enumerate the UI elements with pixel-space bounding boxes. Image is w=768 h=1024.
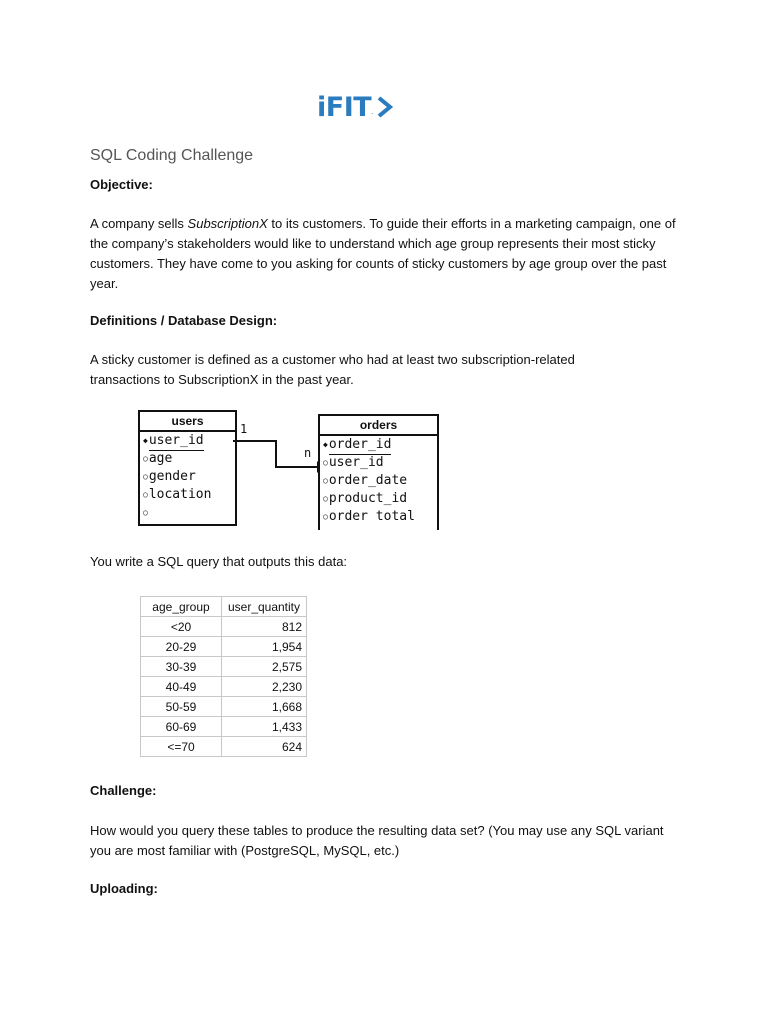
users-field-location: location bbox=[148, 487, 212, 502]
objective-text-start: A company sells bbox=[90, 216, 188, 231]
field-marker-icon: ○ bbox=[323, 512, 328, 521]
field-marker-icon: ○ bbox=[143, 472, 148, 481]
users-table-box bbox=[138, 410, 237, 526]
orders-table-box bbox=[318, 414, 439, 530]
result-table-header-row bbox=[141, 597, 307, 617]
orders-pk-field: order_id bbox=[329, 436, 392, 455]
definitions-heading: Definitions / Database Design: bbox=[90, 313, 278, 328]
objective-paragraph bbox=[90, 214, 680, 294]
definitions-paragraph: A sticky customer is defined as a customer who had at least two subscription-related transactions to SubscriptionX in the past year. bbox=[90, 352, 575, 387]
user-quantity-cell: 1,954 bbox=[222, 637, 307, 657]
age-group-cell: 30-39 bbox=[141, 657, 222, 677]
cardinality-one: 1 bbox=[240, 422, 248, 436]
key-marker-icon: ◆ bbox=[323, 440, 328, 449]
table-row bbox=[141, 717, 307, 737]
challenge-heading: Challenge: bbox=[90, 783, 157, 798]
users-field bbox=[140, 468, 235, 486]
cardinality-many: n bbox=[304, 446, 312, 460]
field-marker-icon: ○ bbox=[323, 494, 328, 503]
orders-field bbox=[320, 472, 437, 490]
users-field-gender: gender bbox=[148, 469, 196, 484]
logo-trademark: . bbox=[371, 107, 374, 116]
field-marker-icon: ○ bbox=[143, 454, 148, 463]
logo-text: iFIT bbox=[317, 91, 372, 123]
orders-field-order-total: order total bbox=[328, 509, 415, 524]
page-title: SQL Coding Challenge bbox=[90, 147, 254, 164]
query-intro: You write a SQL query that outputs this data: bbox=[90, 554, 348, 569]
users-field bbox=[140, 450, 235, 468]
key-marker-icon: ◆ bbox=[143, 436, 148, 445]
table-row bbox=[141, 657, 307, 677]
field-marker-icon: ○ bbox=[323, 476, 328, 485]
table-row bbox=[141, 617, 307, 637]
result-table bbox=[140, 596, 307, 757]
user-quantity-cell: 1,433 bbox=[222, 717, 307, 737]
orders-field bbox=[320, 454, 437, 472]
users-field-age: age bbox=[148, 451, 173, 466]
user-quantity-cell: 812 bbox=[222, 617, 307, 637]
objective-heading: Objective: bbox=[90, 177, 153, 192]
orders-field-order-date: order_date bbox=[328, 473, 408, 488]
user-quantity-cell: 624 bbox=[222, 737, 307, 757]
column-header: user_quantity bbox=[222, 597, 307, 617]
age-group-cell: 40-49 bbox=[141, 677, 222, 697]
user-quantity-cell: 1,668 bbox=[222, 697, 307, 717]
table-row bbox=[141, 737, 307, 757]
chevron-right-icon bbox=[375, 96, 395, 118]
age-group-cell: 20-29 bbox=[141, 637, 222, 657]
age-group-cell: <20 bbox=[141, 617, 222, 637]
users-pk-field: user_id bbox=[149, 432, 204, 451]
table-row bbox=[141, 677, 307, 697]
uploading-heading: Uploading: bbox=[90, 881, 158, 896]
objective-text-end: to its customers. To guide their efforts in a marketing campaign, one of the company’s stakeholders would like to understand which age group represents their most sticky customers. They have come to you asking for counts of sticky customers by age group over the past year. bbox=[90, 216, 676, 291]
user-quantity-cell: 2,230 bbox=[222, 677, 307, 697]
er-diagram bbox=[138, 410, 448, 528]
users-table-name: users bbox=[140, 412, 235, 432]
challenge-paragraph: How would you query these tables to produce the resulting data set? (You may use any SQL variant you are most familiar with (PostgreSQL, MySQL, etc.) bbox=[90, 823, 664, 858]
age-group-cell: 50-59 bbox=[141, 697, 222, 717]
users-field bbox=[140, 504, 235, 522]
field-marker-icon: ○ bbox=[143, 490, 148, 499]
user-quantity-cell: 2,575 bbox=[222, 657, 307, 677]
age-group-cell: 60-69 bbox=[141, 717, 222, 737]
orders-field-product-id: product_id bbox=[328, 491, 408, 506]
orders-field bbox=[320, 490, 437, 508]
relationship-arrow bbox=[233, 435, 323, 475]
field-marker-icon: ○ bbox=[323, 458, 328, 467]
orders-field bbox=[320, 436, 437, 454]
table-row bbox=[141, 637, 307, 657]
table-row bbox=[141, 697, 307, 717]
product-name: SubscriptionX bbox=[187, 216, 268, 231]
field-marker-icon: ○ bbox=[143, 508, 148, 517]
ifit-logo bbox=[317, 92, 395, 122]
orders-field-user-id: user_id bbox=[328, 455, 384, 470]
age-group-cell: <=70 bbox=[141, 737, 222, 757]
column-header: age_group bbox=[141, 597, 222, 617]
orders-field bbox=[320, 508, 437, 526]
users-field bbox=[140, 486, 235, 504]
users-field bbox=[140, 432, 235, 450]
orders-table-name: orders bbox=[320, 416, 437, 436]
